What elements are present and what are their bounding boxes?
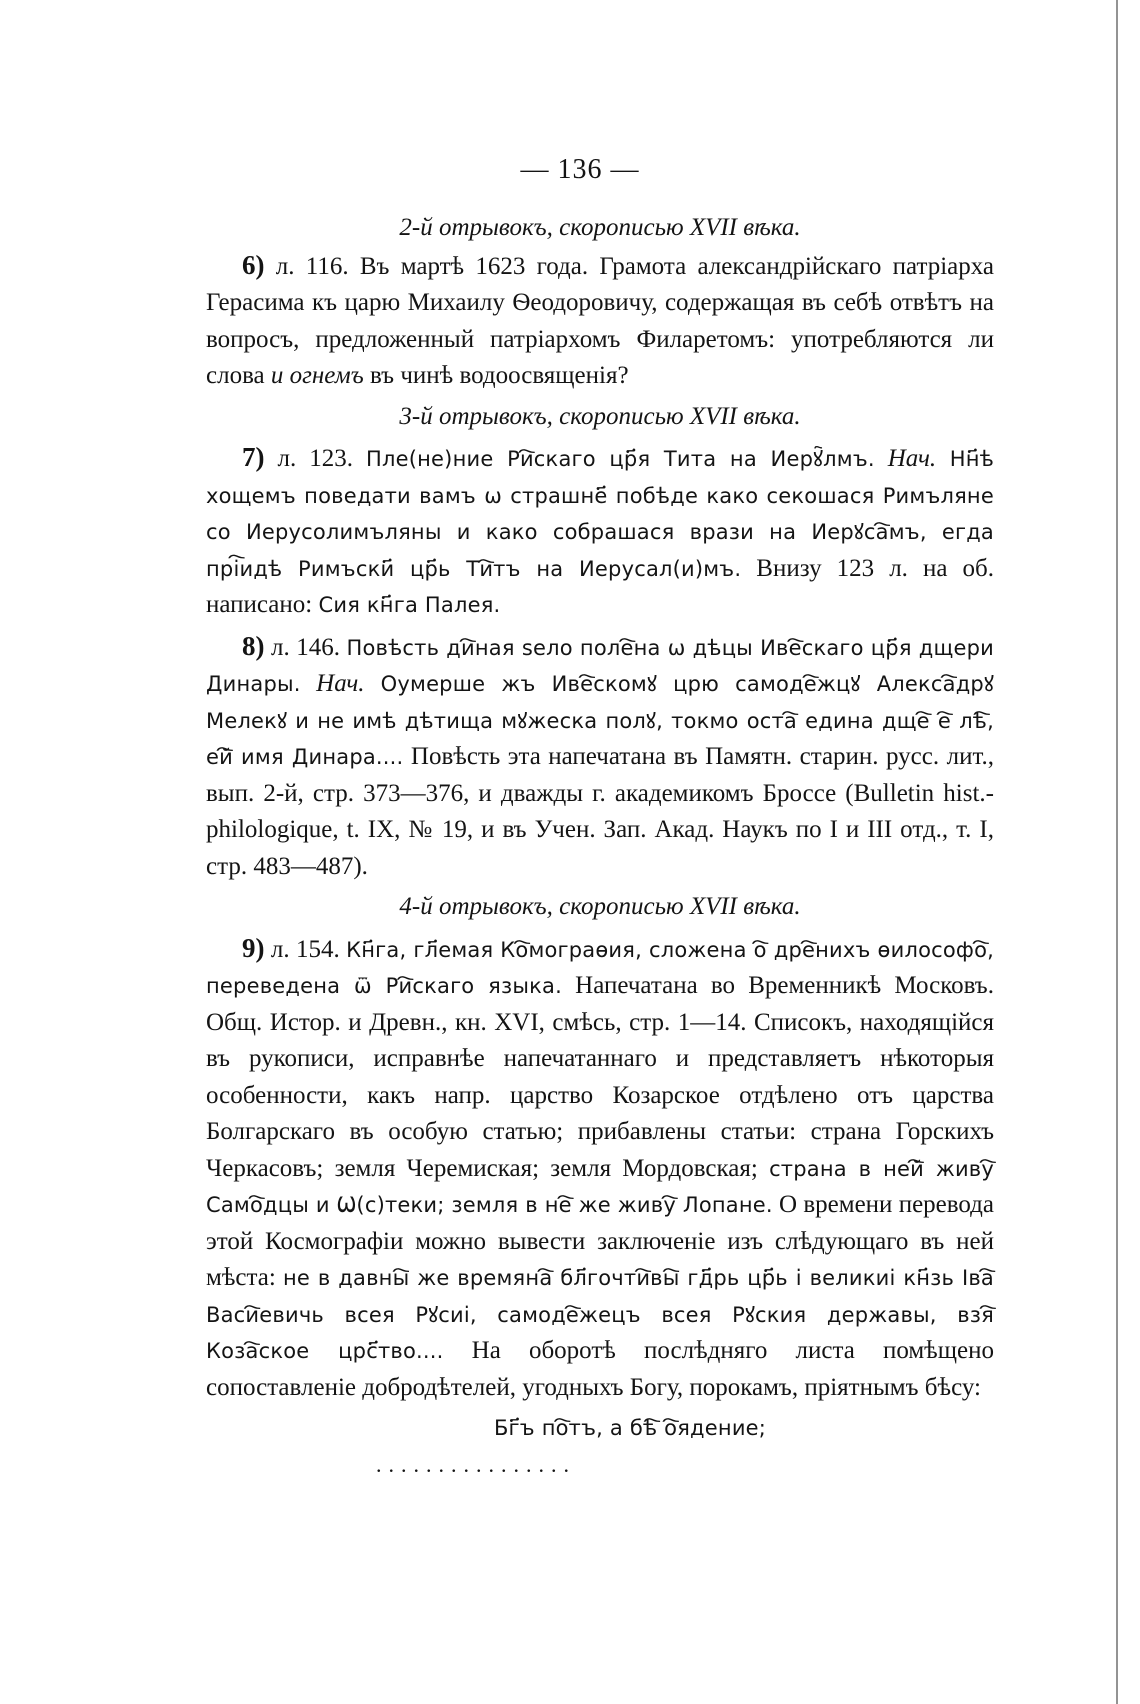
paragraph-8 — [206, 628, 994, 886]
paragraph-9-ref: л. 154. — [264, 935, 347, 963]
paragraph-7-note: Внизу 123 л. на об. написано: — [206, 554, 994, 618]
page-number: — 136 — — [520, 154, 640, 185]
page-edge-line — [1116, 0, 1118, 1704]
paragraph-9-slavonic-passage: не в давны҇ же времяна҇ бл҃гочти҇вы҇ гд҃рь цр҃ь і великиі кн҃зь Іва҇ Васи҇евичь всея Рꙋсиі, самоде҇жецъ всея Рꙋския державы, взя҇ Коза҇ское црс҃тво.... — [206, 1266, 995, 1363]
item-number-9: 9) — [242, 932, 265, 963]
main-text — [206, 210, 994, 1483]
paragraph-8-note: Повѣсть эта напечатана въ Памятн. старин. русс. лит., вып. 2-й, стр. 373—376, и дважды г. академикомъ Броссе (Bulletin hist.-philologique, t. IX, № 19, и въ Учен. Зап. Акад. Наукъ по I и III отд., т. I, стр. 483—487). — [206, 743, 994, 880]
paragraph-7 — [206, 439, 994, 624]
item-number-8: 8) — [242, 630, 265, 661]
paragraph-7-ref: л. 123. — [264, 445, 366, 472]
paragraph-9-slavonic-title: Кн҃га, гл҃емая Ко҇мограѳия, сложена о҇ дре҇нихъ ѳилософо҇, переведена ѿ Ри҇скаго языка. — [206, 937, 994, 998]
paragraph-6-text: л. 116. Въ мартѣ 1623 года. Грамота александрійскаго патріарха Герасима къ царю Михаилу Ѳеодоровичу, содержащая въ себѣ отвѣтъ на вопросъ, предложенный патріархомъ Филаретомъ: употребляются ли слова — [206, 252, 994, 389]
paragraph-7-nach: Нач. — [874, 445, 937, 472]
paragraph-9-slavonic-lands: страна в ней҇ живу҇ Само҇дцы и Ѡ(с)теки; земля в не҇ же живу҇ Лопане. — [206, 1156, 994, 1217]
paragraph-7-slavonic-inscription: Сия кн҃га Палея. — [318, 593, 501, 617]
paragraph-9-text-2: О времени перевода этой Космографіи можно вывести заключеніе изъ слѣдующаго въ ней мѣста: — [206, 1191, 994, 1291]
item-number-6: 6) — [242, 249, 265, 280]
paragraph-6-text-end: въ чинѣ водоосвященія? — [363, 362, 629, 389]
section-heading-2: 2-й отрывокъ, скорописью XVII вѣка. — [399, 214, 801, 241]
paragraph-6 — [206, 247, 994, 395]
paragraph-7-slavonic-incipit: Нн҃ѣ хощемъ поведати вамъ ѡ страшне҃ побѣде како секошася Римъляне со Иерусолимъляны и како собрашася врази на Иерꙋса҇мъ, егда прі҇идѣ Римъски҃ цр҃ь Ти҇тъ на Иерусал(и)мъ. — [206, 447, 995, 581]
paragraph-8-slavonic-title: Повѣсть ди҇ная ѕело поле҇на ѡ дѣцы Иве҇скаго цр҃я дщери Динары. — [206, 635, 994, 696]
quote-line: Бг҃ъ по҇тъ, а бѣ҇ о҇ядение; — [493, 1416, 767, 1440]
paragraph-9 — [206, 930, 994, 1407]
section-heading-4: 4-й отрывокъ, скорописью XVII вѣка. — [399, 893, 801, 920]
paragraph-8-slavonic-incipit: Оумерше жъ Иве҇скомꙋ црю самоде҇жцꙋ Алекса҇дрꙋ Мелекꙋ и не имѣ дѣтища мꙋжеска полꙋ, токмо оста҇ едина дще҇ е҇ лѣ҇, ей҇ имя Динара.... — [206, 672, 995, 769]
item-number-7: 7) — [242, 442, 265, 472]
ellipsis-dots: ................ — [376, 1451, 576, 1477]
paragraph-9-text-3: На оборотѣ послѣдняго листа помѣщено сопоставленіе добродѣтелей, угодныхъ Богу, порокамъ, пріятнымъ бѣсу: — [206, 1337, 994, 1401]
paragraph-8-ref: л. 146. — [264, 633, 347, 661]
paragraph-7-slavonic-title: Пле(не)ние Ри҇скаго цр҃я Тита на Иерꙋ҇лмъ. — [366, 447, 875, 471]
paragraph-8-nach: Нач. — [300, 670, 365, 697]
paragraph-9-text: Напечатана во Временникѣ Московъ. Общ. Истор. и Древн., кн. XVI, смѣсь, стр. 1—14. Списокъ, находящійся въ рукописи, исправнѣе напечатаннаго и представляетъ нѣкоторыя особенности, какъ напр. царство Козарское отдѣлено отъ царства Болгарскаго въ особую статью; прибавлены статьи: страна Горскихъ Черкасовъ; земля Черемиская; земля Мордовская; — [206, 972, 994, 1182]
section-heading-3: 3-й отрывокъ, скорописью XVII вѣка. — [399, 402, 801, 430]
paragraph-6-italic: и огнемъ — [270, 362, 364, 389]
